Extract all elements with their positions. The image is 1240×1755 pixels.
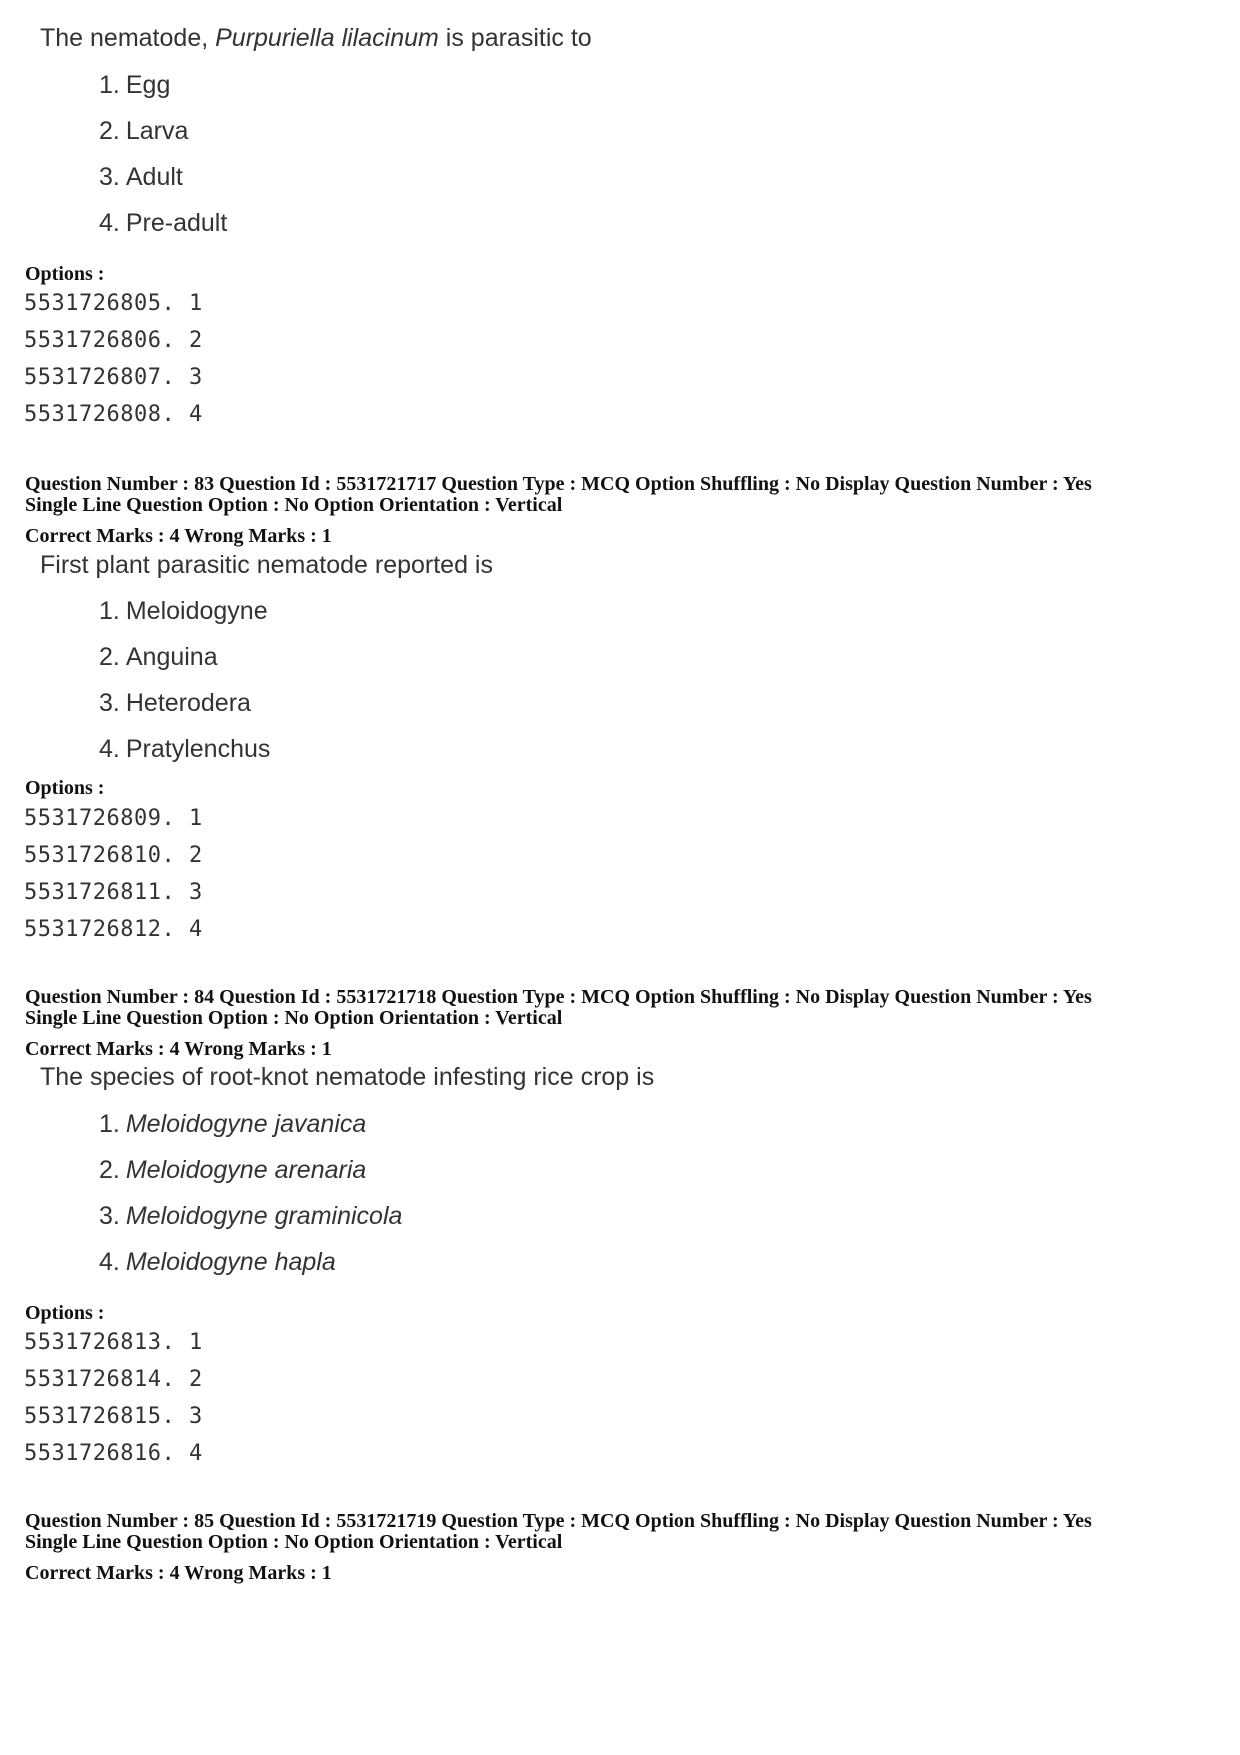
item-text: Meloidogyne javanica — [125, 1110, 367, 1138]
item-text: Meloidogyne hapla — [125, 1248, 336, 1276]
question-item — [99, 1156, 366, 1185]
question-marks: Correct Marks : 4 Wrong Marks : 1 — [25, 1562, 332, 1584]
item-number: 3. — [99, 689, 120, 717]
item-number: 4. — [99, 735, 120, 763]
item-number: 2. — [99, 117, 120, 145]
question-item — [99, 1248, 336, 1277]
item-number: 1. — [99, 1110, 120, 1138]
question-item — [99, 209, 227, 238]
options-label: Options : — [25, 777, 105, 799]
question-item — [99, 689, 251, 718]
item-number: 1. — [99, 71, 120, 99]
question-header-line2: Single Line Question Option : No Option Orientation : Vertical — [25, 1007, 563, 1029]
option-row: 5531726807. 3 — [24, 365, 203, 390]
item-text: Meloidogyne graminicola — [125, 1202, 403, 1230]
item-text: Pre-adult — [125, 209, 228, 237]
question-stem — [40, 24, 592, 53]
options-label: Options : — [25, 1302, 105, 1324]
question-header-line1: Question Number : 83 Question Id : 5531721717 Question Type : MCQ Option Shuffling : No Display Question Number : Yes — [25, 473, 1092, 495]
item-text: Egg — [125, 71, 171, 99]
option-row: 5531726812. 4 — [24, 917, 203, 942]
question-header — [25, 1511, 1092, 1553]
question-header — [25, 474, 1092, 516]
question-item — [99, 1202, 402, 1231]
question-item — [99, 643, 218, 672]
option-row: 5531726809. 1 — [24, 806, 203, 831]
option-row: 5531726816. 4 — [24, 1441, 203, 1466]
item-text: Larva — [125, 117, 189, 145]
item-number: 3. — [99, 1202, 120, 1230]
item-number: 3. — [99, 163, 120, 191]
question-header-line1: Question Number : 85 Question Id : 5531721719 Question Type : MCQ Option Shuffling : No Display Question Number : Yes — [25, 1510, 1092, 1532]
question-stem-species: Purpuriella lilacinum — [215, 24, 439, 52]
question-marks: Correct Marks : 4 Wrong Marks : 1 — [25, 525, 332, 547]
question-item — [99, 71, 170, 100]
item-number: 1. — [99, 597, 120, 625]
option-row: 5531726810. 2 — [24, 843, 203, 868]
option-row: 5531726808. 4 — [24, 402, 203, 427]
item-text: Meloidogyne arenaria — [125, 1156, 367, 1184]
question-stem-pre: The nematode, — [40, 24, 216, 52]
question-stem-post: is parasitic to — [438, 24, 592, 52]
question-stem: The species of root-knot nematode infesting rice crop is — [40, 1063, 655, 1091]
question-marks: Correct Marks : 4 Wrong Marks : 1 — [25, 1038, 332, 1060]
question-item — [99, 1110, 366, 1139]
options-label: Options : — [25, 263, 105, 285]
item-text: Heterodera — [125, 689, 251, 717]
item-number: 4. — [99, 209, 120, 237]
item-number: 2. — [99, 1156, 120, 1184]
item-text: Adult — [125, 163, 183, 191]
option-row: 5531726814. 2 — [24, 1367, 203, 1392]
question-header-line1: Question Number : 84 Question Id : 5531721718 Question Type : MCQ Option Shuffling : No Display Question Number : Yes — [25, 986, 1092, 1008]
item-text: Anguina — [125, 643, 218, 671]
question-item — [99, 597, 268, 626]
option-row: 5531726806. 2 — [24, 328, 203, 353]
item-text: Meloidogyne — [125, 597, 268, 625]
item-number: 4. — [99, 1248, 120, 1276]
option-row: 5531726805. 1 — [24, 291, 203, 316]
item-text: Pratylenchus — [125, 735, 271, 763]
option-row: 5531726813. 1 — [24, 1330, 203, 1355]
option-row: 5531726815. 3 — [24, 1404, 203, 1429]
question-header-line2: Single Line Question Option : No Option Orientation : Vertical — [25, 1531, 563, 1553]
question-item — [99, 735, 270, 764]
question-item — [99, 117, 188, 146]
question-item — [99, 163, 183, 192]
option-row: 5531726811. 3 — [24, 880, 203, 905]
question-header-line2: Single Line Question Option : No Option Orientation : Vertical — [25, 494, 563, 516]
item-number: 2. — [99, 643, 120, 671]
question-stem: First plant parasitic nematode reported is — [40, 551, 493, 579]
question-header — [25, 987, 1092, 1029]
